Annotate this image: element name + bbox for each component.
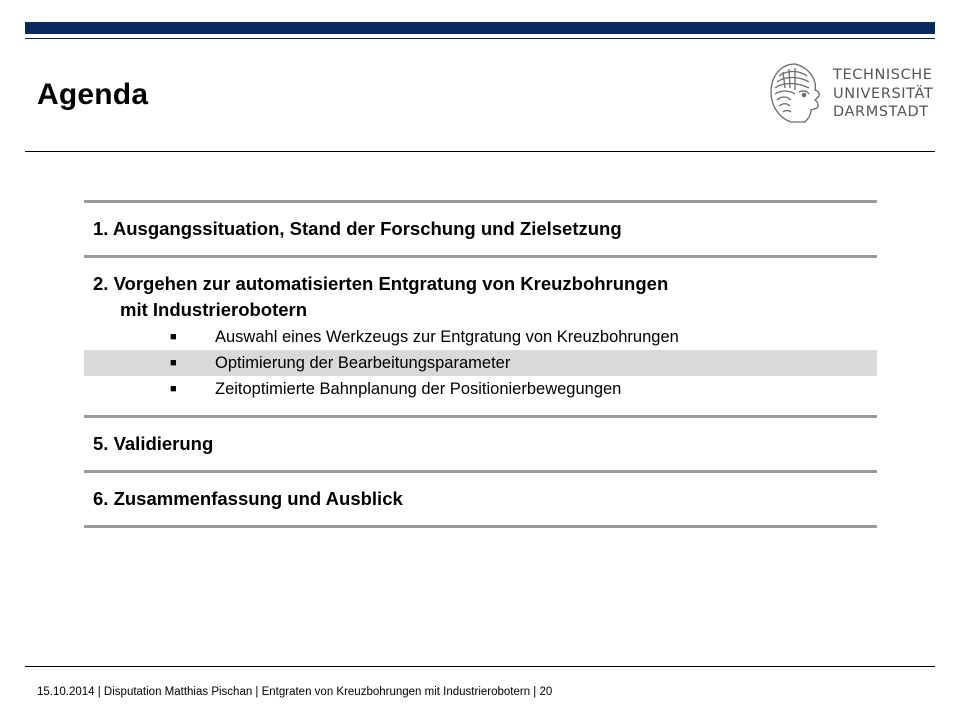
agenda-subitem-label: Optimierung der Bearbeitungsparameter (215, 354, 511, 372)
agenda-subitem-active (84, 350, 877, 376)
agenda-section-1 (84, 203, 877, 255)
agenda-section-6-title: 6. Zusammenfassung und Ausblick (93, 488, 403, 509)
header-divider (25, 151, 935, 152)
footer-text: 15.10.2014 | Disputation Matthias Pischan | Entgraten von Kreuzbohrungen mit Industrierobotern | 20 (37, 686, 553, 698)
square-bullet-icon: ■ (170, 331, 177, 343)
logo-line-3: DARMSTADT (833, 104, 929, 120)
logo-line-2: UNIVERSITÄT (833, 85, 934, 102)
agenda-section-6 (84, 473, 877, 525)
agenda-list (84, 200, 877, 528)
top-banner-line (25, 38, 935, 39)
square-bullet-icon: ■ (170, 357, 177, 369)
university-logo (765, 60, 935, 130)
agenda-subitem (84, 376, 877, 402)
logo-line-1: TECHNISCHE (833, 67, 933, 83)
agenda-divider (84, 525, 877, 528)
agenda-subitem (84, 324, 877, 350)
page-title: Agenda (37, 78, 149, 111)
logo-wordmark (833, 66, 933, 122)
agenda-section-5-title: 5. Validierung (93, 433, 214, 454)
agenda-section-1-title: 1. Ausgangssituation, Stand der Forschung und Zielsetzung (93, 218, 622, 239)
agenda-section-2 (84, 258, 877, 415)
footer-divider (25, 666, 935, 667)
agenda-section-5 (84, 418, 877, 470)
agenda-section-2-subitems (84, 324, 877, 402)
agenda-section-2-title-line-1: 2. Vorgehen zur automatisierten Entgratung von Kreuzbohrungen (93, 273, 669, 294)
square-bullet-icon: ■ (170, 383, 177, 395)
agenda-subitem-label: Auswahl eines Werkzeugs zur Entgratung von Kreuzbohrungen (215, 328, 679, 346)
top-banner-bar (25, 22, 935, 34)
athena-head-emblem-icon (765, 60, 825, 126)
agenda-subitem-label: Zeitoptimierte Bahnplanung der Positionierbewegungen (215, 380, 622, 398)
agenda-section-2-title-line-2: mit Industrierobotern (120, 299, 308, 320)
agenda-section-2-title (84, 271, 877, 323)
